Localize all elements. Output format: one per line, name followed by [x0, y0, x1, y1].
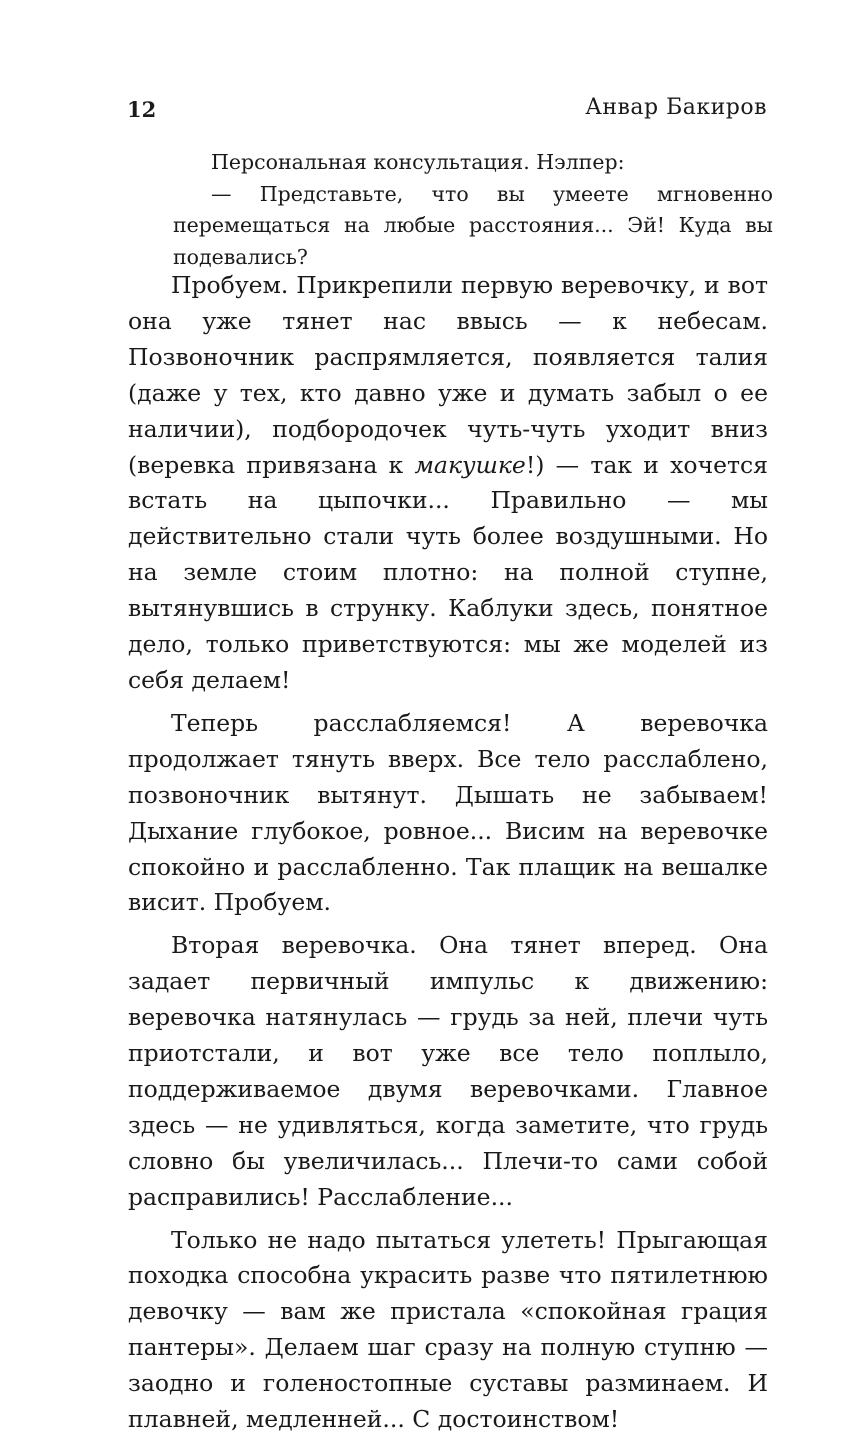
paragraph-2: Теперь расслабляемся! А веревочка продолжает тянуть вверх. Все тело расслаблено, позвоночник вытянут. Дышать не забываем! Дыхание глубокое, ровное... Висим на веревочке спокойно и расслабленно. Так плащик на вешалке висит. Пробуем.: [128, 708, 768, 917]
epigraph-title: Персональная консультация. Нэлпер:: [211, 150, 625, 174]
paragraph-1: [128, 268, 768, 699]
epigraph-quote: — Представьте, что вы умеете мгновенно перемещаться на любые расстояния... Эй! Куда вы подевались?: [173, 181, 773, 269]
paragraph-4: Только не надо пытаться улететь! Прыгающая походка способна украсить разве что пятилетнюю девочку — вам же пристала «спокойная грация пантеры». Делаем шаг сразу на полную ступню — заодно и голеностопные суставы разминаем. И плавней, медленней... С достоинством!: [128, 1225, 768, 1434]
paragraph-3: Вторая веревочка. Она тянет вперед. Она задает первичный импульс к движению: веревочка натянулась — грудь за ней, плечи чуть приотстали, и вот уже все тело поплыло, поддерживаемое двумя веревочками. Главное здесь — не удивляться, когда заметите, что грудь словно бы увеличилась... Плечи-то сами собой расправились! Расслабление...: [128, 931, 768, 1211]
paragraph-1-text-a: Пробуем. Прикрепили первую веревочку, и вот она уже тянет нас ввысь — к небесам. Позвоночник распрямляется, появляется талия (даже у тех, кто давно уже и думать забыл о ее наличии), подбородочек чуть-чуть уходит вниз (веревка привязана к: [128, 271, 768, 479]
main-text: [128, 268, 768, 1445]
running-head-author: Анвар Бакиров: [585, 95, 767, 120]
paragraph-1-italic: макушке: [414, 450, 526, 479]
paragraph-1-text-b: !) — так и хочется встать на цыпочки... Правильно — мы действительно стали чуть более воздушными. Но на земле стоим плотно: на полной ступне, вытянувшись в струнку. Каблуки здесь, понятное дело, только приветствуются: мы же моделей из себя делаем!: [128, 450, 768, 694]
epigraph: [173, 147, 773, 273]
page-number: 12: [127, 97, 157, 122]
